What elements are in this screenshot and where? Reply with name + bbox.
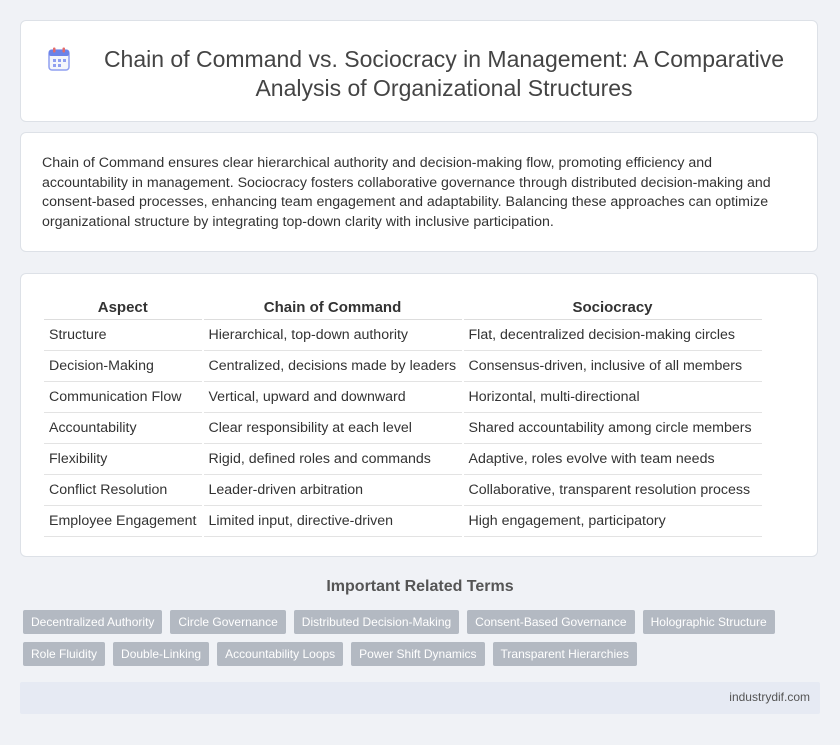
related-terms-title: Important Related Terms [326, 578, 514, 595]
tag-power-shift-dynamics[interactable]: Power Shift Dynamics [351, 642, 484, 666]
column-header-sociocracy: Sociocracy [464, 295, 762, 320]
summary-text: Chain of Command ensures clear hierarchical authority and decision-making flow, promoting efficiency and accountability in management. Sociocracy fosters collaborative governance through distributed decision-making and consent-based processes, enhancing team engagement and adaptability. Balancing these approaches can optimize organizational structure by integrating top-down clarity with inclusive participation. [42, 155, 771, 230]
chain-of-command-cell: Clear responsibility at each level [204, 413, 462, 444]
aspect-cell: Communication Flow [44, 382, 202, 413]
tag-row [23, 642, 823, 666]
tag-row [23, 610, 823, 634]
table-header-row [44, 295, 762, 320]
table-row [44, 506, 762, 537]
sociocracy-cell: Consensus-driven, inclusive of all members [464, 351, 762, 382]
table-row [44, 382, 762, 413]
header-card [20, 20, 818, 122]
aspect-cell: Accountability [44, 413, 202, 444]
aspect-cell: Structure [44, 320, 202, 351]
chain-of-command-cell: Limited input, directive-driven [204, 506, 462, 537]
footer [20, 682, 820, 714]
table-row [44, 413, 762, 444]
chain-of-command-cell: Centralized, decisions made by leaders [204, 351, 462, 382]
tag-circle-governance[interactable]: Circle Governance [170, 610, 285, 634]
column-header-aspect: Aspect [44, 295, 202, 320]
comparison-table-card [20, 273, 818, 557]
tag-distributed-decision-making[interactable]: Distributed Decision-Making [294, 610, 459, 634]
aspect-cell: Flexibility [44, 444, 202, 475]
chain-of-command-cell: Leader-driven arbitration [204, 475, 462, 506]
aspect-cell: Conflict Resolution [44, 475, 202, 506]
tag-transparent-hierarchies[interactable]: Transparent Hierarchies [493, 642, 637, 666]
sociocracy-cell: Adaptive, roles evolve with team needs [464, 444, 762, 475]
related-terms-tags [23, 610, 823, 674]
table-row [44, 351, 762, 382]
chain-of-command-cell: Vertical, upward and downward [204, 382, 462, 413]
sociocracy-cell: Collaborative, transparent resolution process [464, 475, 762, 506]
sociocracy-cell: Horizontal, multi-directional [464, 382, 762, 413]
sociocracy-cell: Shared accountability among circle members [464, 413, 762, 444]
calendar-icon [48, 47, 70, 71]
table-row [44, 444, 762, 475]
tag-decentralized-authority[interactable]: Decentralized Authority [23, 610, 162, 634]
tag-accountability-loops[interactable]: Accountability Loops [217, 642, 343, 666]
chain-of-command-cell: Hierarchical, top-down authority [204, 320, 462, 351]
tag-consent-based-governance[interactable]: Consent-Based Governance [467, 610, 634, 634]
chain-of-command-cell: Rigid, defined roles and commands [204, 444, 462, 475]
table-row [44, 320, 762, 351]
page-title: Chain of Command vs. Sociocracy in Management: A Comparative Analysis of Organizational Structures [103, 46, 785, 101]
comparison-table [42, 295, 764, 537]
tag-double-linking[interactable]: Double-Linking [113, 642, 209, 666]
tag-role-fluidity[interactable]: Role Fluidity [23, 642, 105, 666]
column-header-chain-of-command: Chain of Command [204, 295, 462, 320]
table-row [44, 475, 762, 506]
footer-site-link[interactable]: industrydif.com [729, 690, 810, 704]
sociocracy-cell: High engagement, participatory [464, 506, 762, 537]
sociocracy-cell: Flat, decentralized decision-making circles [464, 320, 762, 351]
tag-holographic-structure[interactable]: Holographic Structure [643, 610, 775, 634]
summary-card [20, 132, 818, 252]
aspect-cell: Decision-Making [44, 351, 202, 382]
aspect-cell: Employee Engagement [44, 506, 202, 537]
